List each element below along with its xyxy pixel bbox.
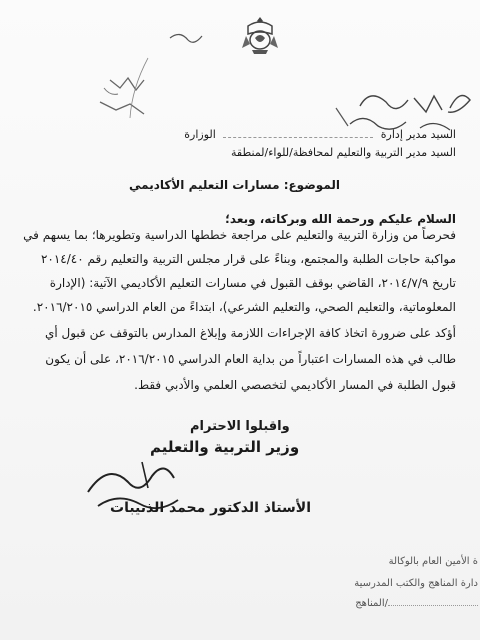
greeting: السلام عليكم ورحمة الله وبركاته، وبعد؛	[225, 212, 456, 226]
body-line-6: طالب في هذه المسارات اعتباراً من بداية العام الدراسي ٢٠١٦/٢٠١٥، على أن يكون	[45, 352, 456, 366]
handwritten-note-topleft	[70, 18, 210, 118]
body-line-5: أؤكد على ضرورة اتخاذ كافة الإجراءات اللازمة وإبلاغ المدارس بالتوقف عن قبول أي	[44, 326, 456, 340]
signature-name: الأستاذ الدكتور محمد الذنيبات	[110, 500, 311, 516]
body-line-3: تاريخ ٢٠١٤/٧/٩، القاضي بوقف القبول في مسارات التعليم الأكاديمي الآتية: (الإدارة	[49, 276, 456, 290]
signature-title: وزير التربية والتعليم	[150, 438, 300, 456]
body-line-7: قبول الطلبة في المسار الأكاديمي لتخصصي العلمي والأدبي فقط.	[134, 378, 456, 392]
closing: واقبلوا الاحترام	[190, 419, 290, 434]
crest-emblem-icon	[238, 14, 282, 58]
body-line-4: المعلوماتية، والتعليم الصحي، والتعليم الشرعي)، ابتداءً من العام الدراسي ٢٠١٦/٢٠١٥.	[32, 300, 456, 314]
addressee-line-1: السيد مدير إدارة الوزارة	[184, 128, 456, 141]
body-line-1: فحرصاً من وزارة التربية والتعليم على مراجعة خططها الدراسية وتطويرها؛ بما يسهم في	[23, 228, 456, 242]
body-line-2: مواكبة حاجات الطلبة والمجتمع، وبناءً على قرار مجلس التربية والتعليم رقم ٢٠١٤/٤٠	[40, 252, 456, 266]
subject-label: الموضوع:	[283, 178, 340, 192]
subject-line	[129, 178, 340, 192]
addressee-line-2: السيد مدير التربية والتعليم لمحافظة/للواء/لمنطقة	[231, 146, 456, 159]
footer-line-2: دارة المناهج والكتب المدرسية	[354, 578, 478, 589]
subject-text: مسارات التعليم الأكاديمي	[129, 178, 280, 192]
footer-line-1: ة الأمين العام بالوكالة	[388, 556, 478, 567]
footer-line-3: /المناهج	[355, 598, 478, 609]
